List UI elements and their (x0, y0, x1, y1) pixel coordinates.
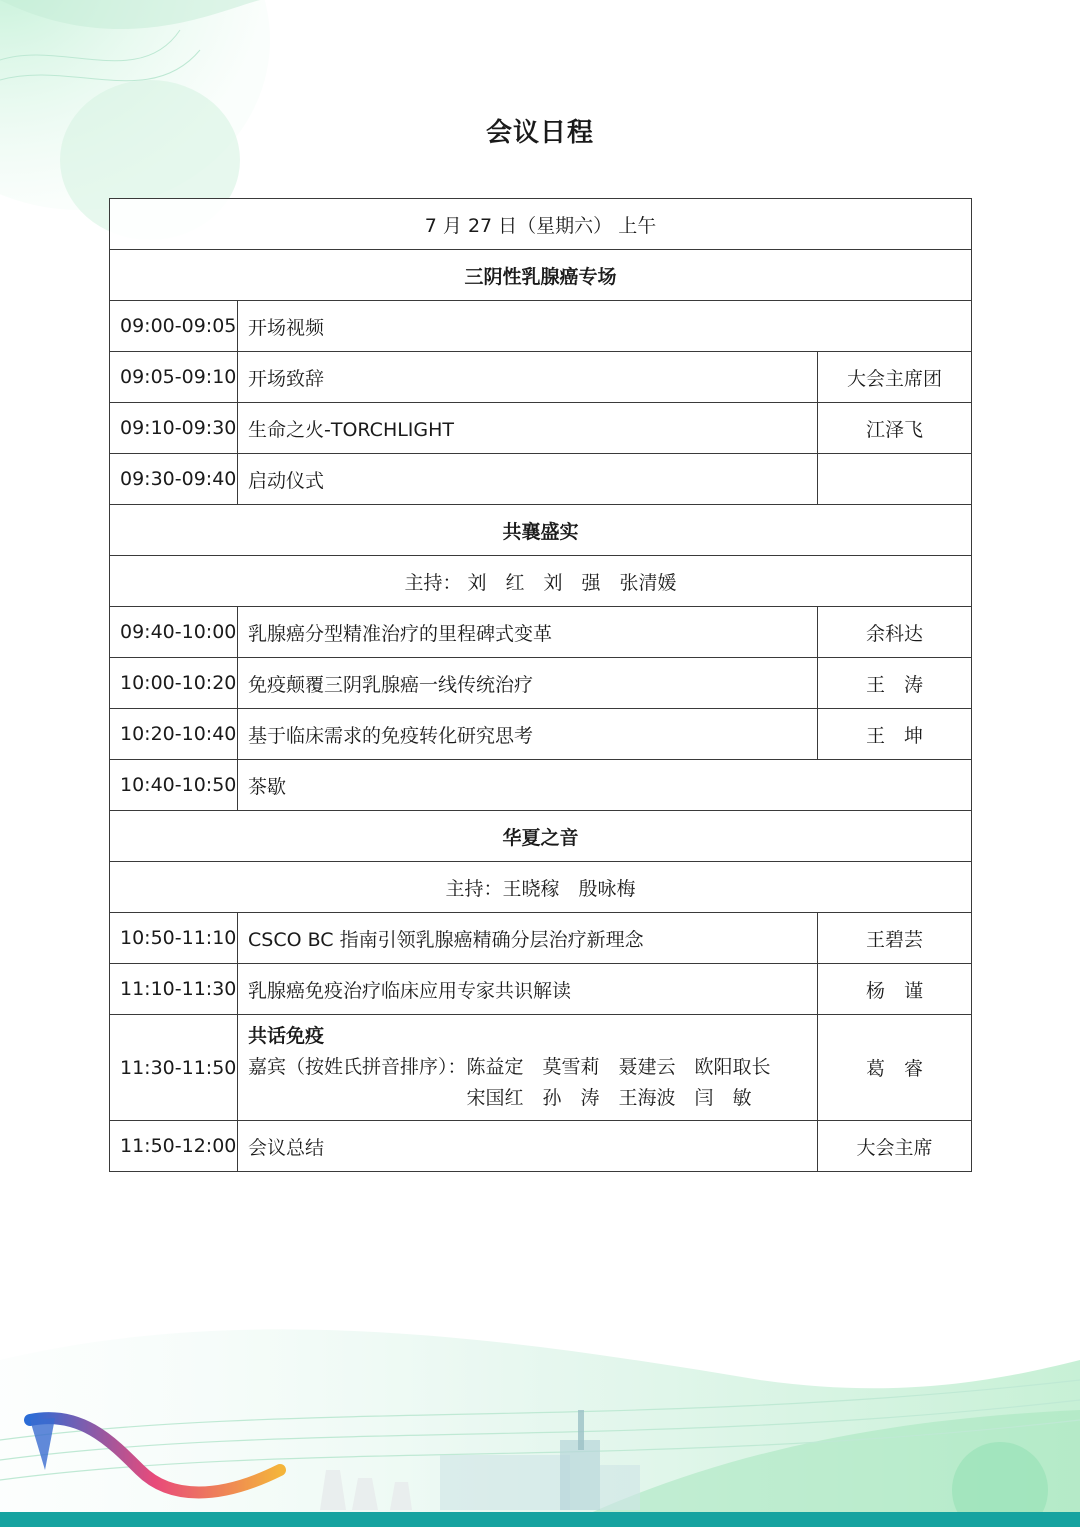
speaker-cell: 王碧芸 (818, 913, 972, 964)
page-title: 会议日程 (485, 118, 594, 148)
table-row (110, 403, 972, 454)
topic-cell: 开场致辞 (238, 352, 818, 403)
topic-cell: 乳腺癌分型精准治疗的里程碑式变革 (238, 607, 818, 658)
topic-cell: 开场视频 (238, 301, 972, 352)
time-cell: 09:40-10:00 (110, 607, 238, 658)
table-row (110, 658, 972, 709)
topic-cell: 生命之火-TORCHLIGHT (238, 403, 818, 454)
guest-list (248, 1052, 807, 1114)
panel-title: 共话免疫 (248, 1025, 325, 1047)
table-row (110, 1015, 972, 1121)
topic-cell: 基于临床需求的免疫转化研究思考 (238, 709, 818, 760)
panel-cell (238, 1015, 818, 1121)
speaker-cell: 大会主席 (818, 1121, 972, 1172)
time-cell: 10:00-10:20 (110, 658, 238, 709)
day-header: 7 月 27 日（星期六） 上午 (110, 199, 972, 250)
speaker-cell: 王 涛 (818, 658, 972, 709)
time-cell: 11:50-12:00 (110, 1121, 238, 1172)
session-heading: 三阴性乳腺癌专场 (110, 250, 972, 301)
topic-cell: 乳腺癌免疫治疗临床应用专家共识解读 (238, 964, 818, 1015)
table-row (110, 913, 972, 964)
table-row (110, 607, 972, 658)
topic-cell: 会议总结 (238, 1121, 818, 1172)
guest-label: 嘉宾（按姓氏拼音排序）： (248, 1056, 467, 1078)
topic-cell: 免疫颠覆三阴乳腺癌一线传统治疗 (238, 658, 818, 709)
guest-names-line: 陈益定 莫雪莉 聂建云 欧阳取长 (466, 1056, 771, 1078)
speaker-cell: 大会主席团 (818, 352, 972, 403)
time-cell: 09:05-09:10 (110, 352, 238, 403)
speaker-cell: 江泽飞 (818, 403, 972, 454)
table-row (110, 760, 972, 811)
topic-cell: 启动仪式 (238, 454, 818, 505)
speaker-cell: 葛 睿 (818, 1015, 972, 1121)
table-row (110, 352, 972, 403)
speaker-cell (818, 454, 972, 505)
session-heading: 共襄盛实 (110, 505, 972, 556)
table-row (110, 709, 972, 760)
guest-names-line: 宋国红 孙 涛 王海波 闫 敏 (466, 1087, 752, 1109)
speaker-cell: 余科达 (818, 607, 972, 658)
time-cell: 09:10-09:30 (110, 403, 238, 454)
session-heading: 华夏之音 (110, 811, 972, 862)
time-cell: 11:10-11:30 (110, 964, 238, 1015)
table-row (110, 454, 972, 505)
table-row (110, 964, 972, 1015)
session-host: 主持：王晓稼 殷咏梅 (110, 862, 972, 913)
time-cell: 10:40-10:50 (110, 760, 238, 811)
time-cell: 10:20-10:40 (110, 709, 238, 760)
table-row (110, 1121, 972, 1172)
session-host: 主持： 刘 红 刘 强 张清媛 (110, 556, 972, 607)
time-cell: 11:30-11:50 (110, 1015, 238, 1121)
speaker-cell: 王 坤 (818, 709, 972, 760)
time-cell: 10:50-11:10 (110, 913, 238, 964)
speaker-cell: 杨 谨 (818, 964, 972, 1015)
time-cell: 09:00-09:05 (110, 301, 238, 352)
schedule-table (109, 198, 972, 1172)
table-row (110, 301, 972, 352)
time-cell: 09:30-09:40 (110, 454, 238, 505)
topic-cell: CSCO BC 指南引领乳腺癌精确分层治疗新理念 (238, 913, 818, 964)
topic-cell: 茶歇 (238, 760, 972, 811)
